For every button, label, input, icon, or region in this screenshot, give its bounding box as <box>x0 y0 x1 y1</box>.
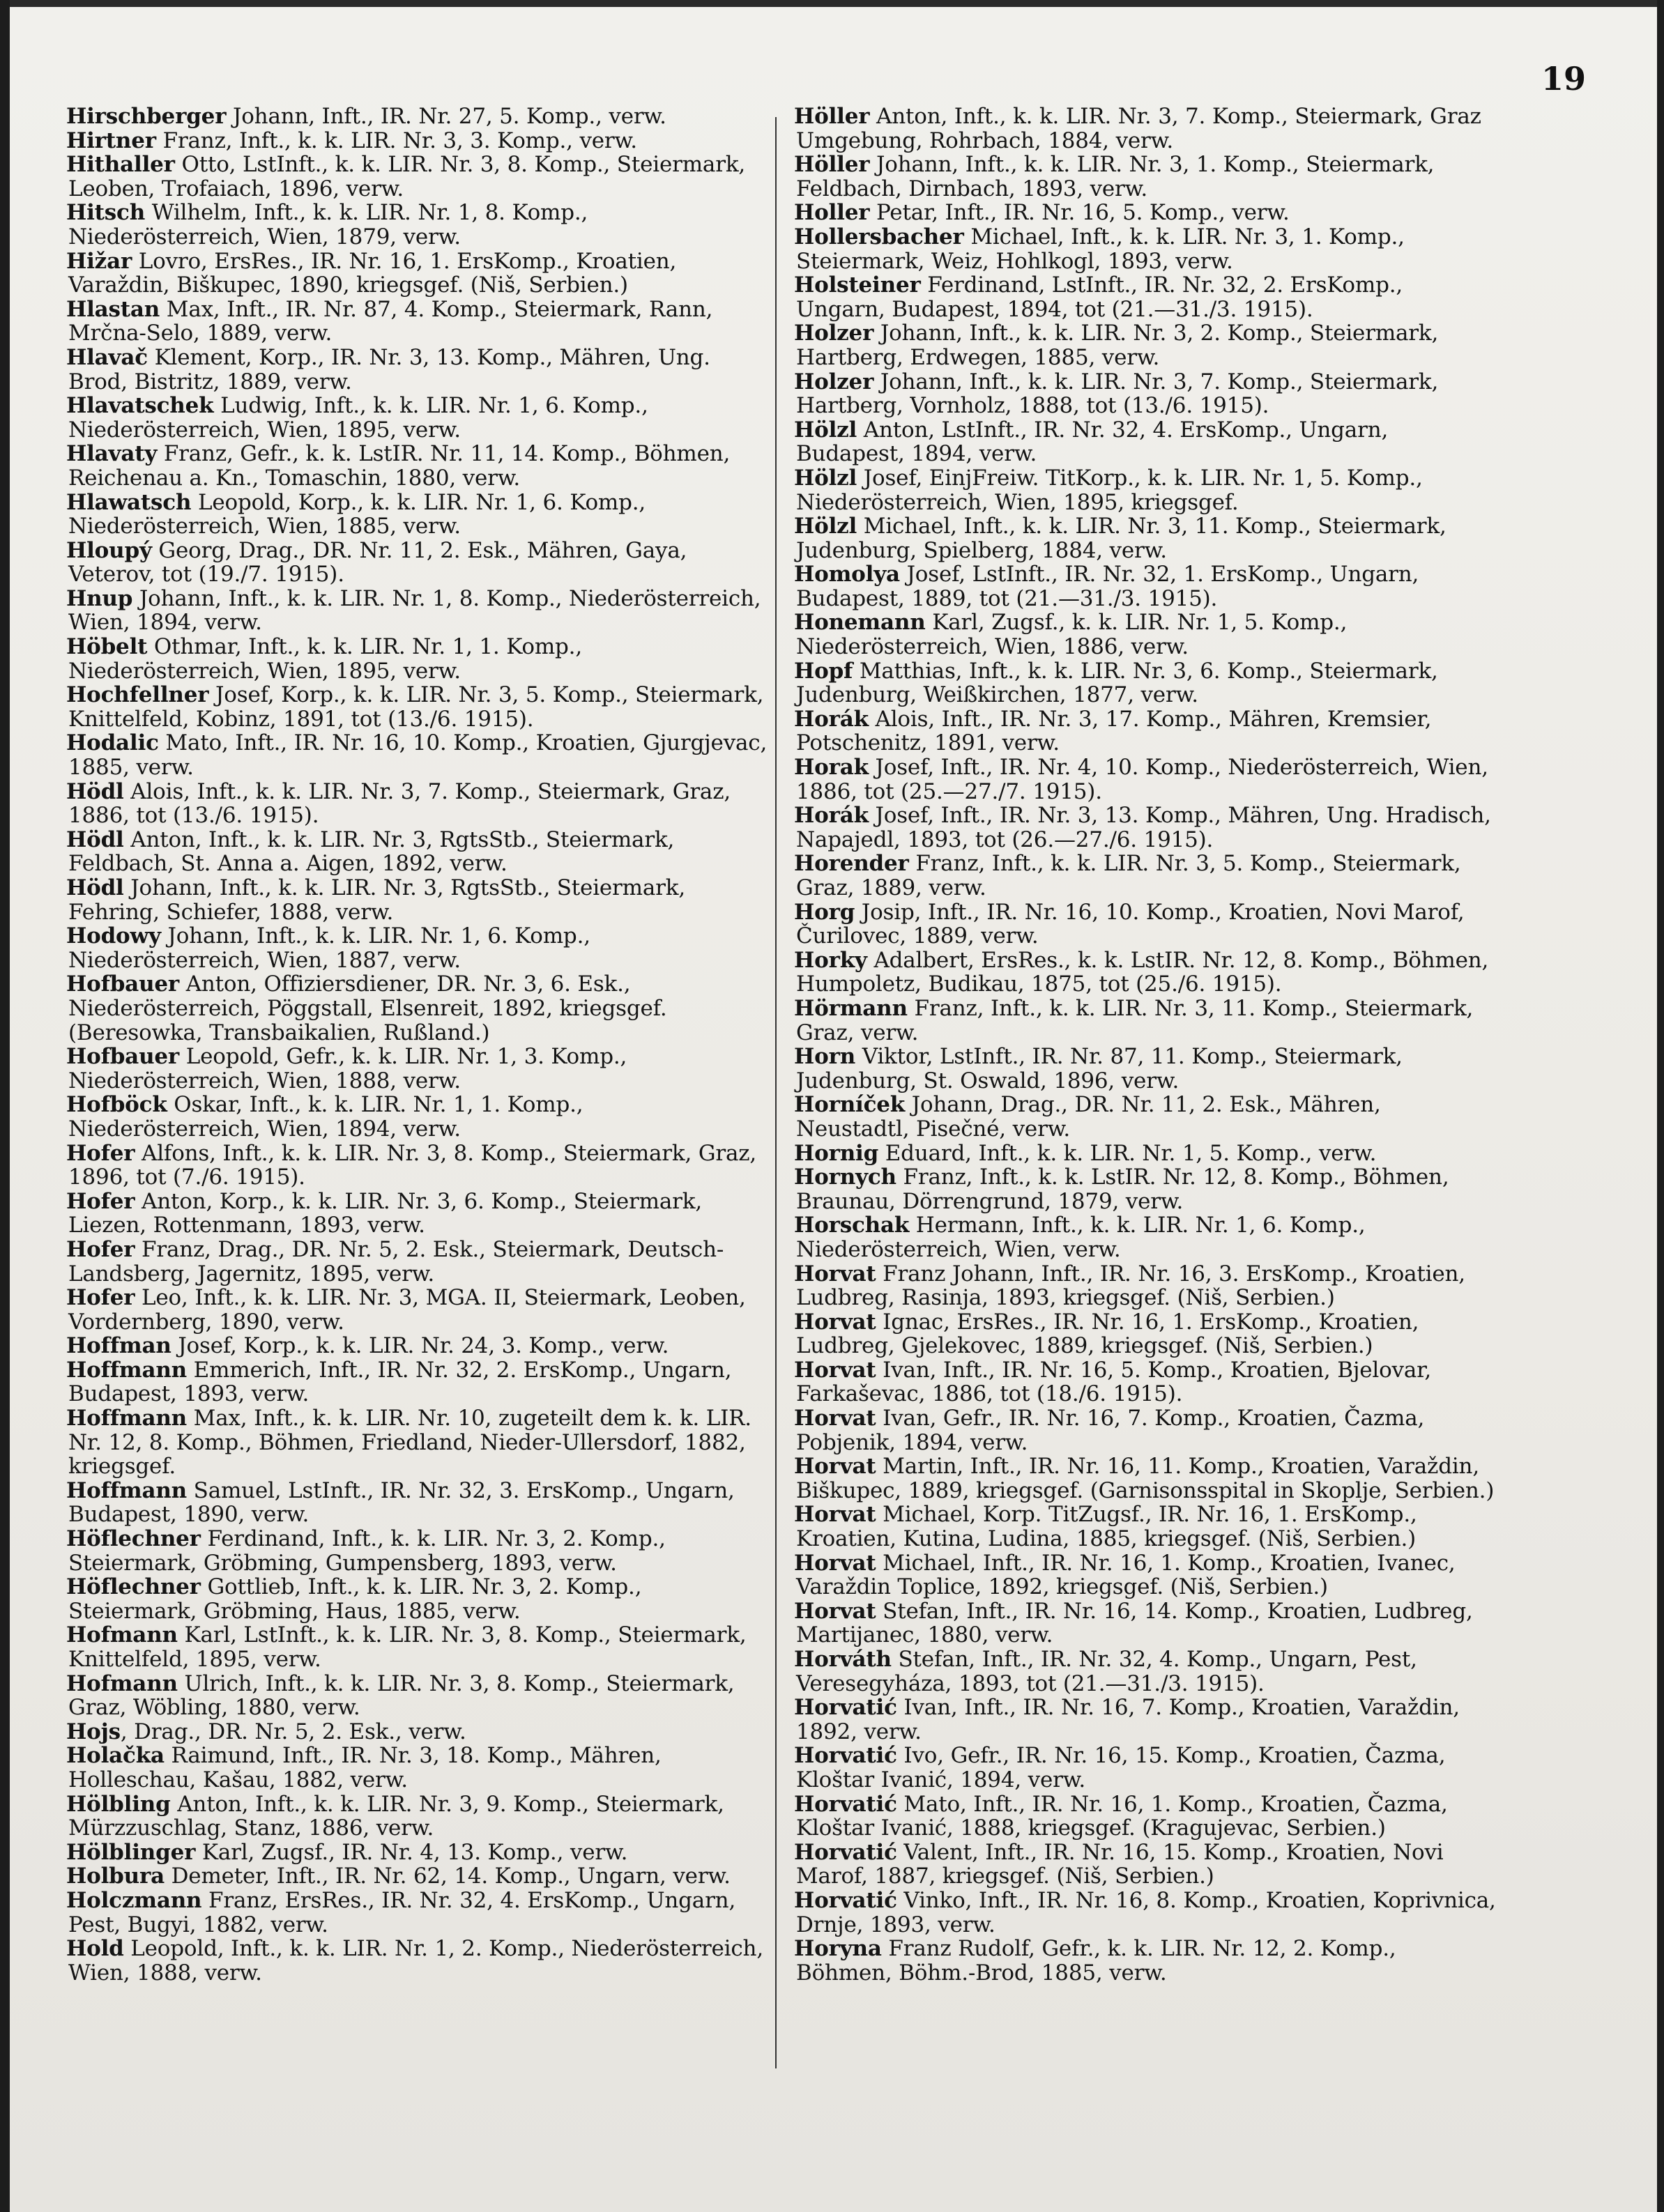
entry-details: Ignac, ErsRes., IR. Nr. 16, 1. ErsKomp., Kroatien, Ludbreg, Gjelekovec, 1889, kriegsgef. (Niš, Serbien.) <box>796 1309 1419 1359</box>
entry-details: Anton, Inft., k. k. LIR. Nr. 3, RgtsStb., Steiermark, Feldbach, St. Anna a. Aigen, 1892, verw. <box>68 827 675 877</box>
entry-surname: Hollersbacher <box>794 224 964 249</box>
entry-details: Franz, Drag., DR. Nr. 5, 2. Esk., Steiermark, Deutsch-Landsberg, Jagernitz, 1895, verw. <box>68 1236 724 1287</box>
entry-surname: Hloupý <box>66 537 152 563</box>
register-entry <box>68 828 769 876</box>
entry-details: Franz Johann, Inft., IR. Nr. 16, 3. ErsKomp., Kroatien, Ludbreg, Rasinja, 1893, kriegsgef. (Niš, Serbien.) <box>796 1261 1465 1311</box>
register-entry <box>68 105 769 129</box>
page-number: 19 <box>1541 60 1586 98</box>
entry-details: Stefan, Inft., IR. Nr. 32, 4. Komp., Ungarn, Pest, Veresegyháza, 1893, tot (21.—31./3. 1915). <box>796 1647 1417 1696</box>
register-entry <box>796 707 1497 755</box>
entry-surname: Holczmann <box>66 1887 202 1913</box>
register-entry <box>796 997 1497 1045</box>
entry-surname: Hopf <box>794 658 853 684</box>
register-entry <box>796 610 1497 659</box>
register-entry <box>68 129 769 153</box>
entry-surname: Hochfellner <box>66 682 209 708</box>
register-entry <box>68 539 769 587</box>
entry-details: Alois, Inft., k. k. LIR. Nr. 3, 7. Komp., Steiermark, Graz, 1886, tot (13./6. 1915). <box>68 778 731 829</box>
register-entry <box>796 659 1497 707</box>
entry-surname: Horák <box>794 706 869 732</box>
entry-surname: Hofer <box>66 1285 135 1311</box>
entry-details: Raimund, Inft., IR. Nr. 3, 18. Komp., Mähren, Holleschau, Kašau, 1882, verw. <box>68 1743 662 1792</box>
entry-surname: Hlawatsch <box>66 489 192 515</box>
entry-surname: Höller <box>794 104 870 129</box>
entry-surname: Horak <box>794 755 869 781</box>
entry-details: Josef, EinjFreiw. TitKorp., k. k. LIR. Nr. 1, 5. Komp., Niederösterreich, Wien, 1895, kriegsgef. <box>796 465 1423 515</box>
column-divider <box>775 117 777 2068</box>
register-entry <box>68 587 769 635</box>
entry-surname: Hoffman <box>66 1333 171 1359</box>
entry-surname: Horvat <box>794 1406 876 1431</box>
entry-details: Anton, LstInft., IR. Nr. 32, 4. ErsKomp., Ungarn, Budapest, 1894, verw. <box>796 417 1389 467</box>
entry-surname: Hölzl <box>794 465 857 491</box>
entry-details: Alfons, Inft., k. k. LIR. Nr. 3, 8. Komp., Steiermark, Graz, 1896, tot (7./6. 1915). <box>68 1140 757 1190</box>
entry-surname: Holzer <box>794 321 874 346</box>
register-entry <box>796 1889 1497 1937</box>
entry-details: Johann, Inft., IR. Nr. 27, 5. Komp., verw. <box>226 104 666 129</box>
entry-details: Karl, LstInft., k. k. LIR. Nr. 3, 8. Komp., Steiermark, Knittelfeld, 1895, verw. <box>68 1622 747 1672</box>
register-entry <box>68 972 769 1045</box>
entry-details: Franz, Inft., k. k. LIR. Nr. 3, 11. Komp., Steiermark, Graz, verw. <box>796 995 1474 1045</box>
entry-surname: Holler <box>794 200 870 226</box>
register-entry <box>68 1623 769 1671</box>
entry-surname: Horníček <box>794 1092 906 1118</box>
entry-surname: Hofmann <box>66 1622 178 1648</box>
entry-surname: Horváth <box>794 1647 892 1672</box>
entry-details: Alois, Inft., IR. Nr. 3, 17. Komp., Mähren, Kremsier, Potschenitz, 1891, verw. <box>796 706 1432 756</box>
entry-surname: Hnup <box>66 585 133 611</box>
register-entry <box>68 1190 769 1238</box>
left-column <box>68 105 769 1985</box>
entry-surname: Hoffmann <box>66 1357 188 1383</box>
entry-details: Michael, Inft., IR. Nr. 16, 1. Komp., Kroatien, Ivanec, Varaždin Toplice, 1892, kriegsgef. (Niš, Serbien.) <box>796 1550 1456 1600</box>
entry-surname: Hofbauer <box>66 971 180 997</box>
register-entry <box>796 1551 1497 1599</box>
entry-details: Oskar, Inft., k. k. LIR. Nr. 1, 1. Komp., Niederösterreich, Wien, 1894, verw. <box>68 1092 583 1142</box>
register-entry <box>796 562 1497 610</box>
entry-surname: Homolya <box>794 562 900 587</box>
register-entry <box>68 153 769 201</box>
register-entry <box>68 442 769 490</box>
entry-details: Josip, Inft., IR. Nr. 16, 10. Komp., Kroatien, Novi Marof, Čurilovec, 1889, verw. <box>796 899 1465 949</box>
entry-details: Johann, Inft., k. k. LIR. Nr. 3, 1. Komp., Steiermark, Feldbach, Dirnbach, 1893, verw. <box>796 152 1435 201</box>
register-entry <box>796 153 1497 201</box>
entry-details: Viktor, LstInft., IR. Nr. 87, 11. Komp., Steiermark, Judenburg, St. Oswald, 1896, verw. <box>796 1044 1403 1093</box>
entry-details: Klement, Korp., IR. Nr. 3, 13. Komp., Mähren, Ung. Brod, Bistritz, 1889, verw. <box>68 344 710 394</box>
register-entry <box>796 1358 1497 1406</box>
entry-surname: Höflechner <box>66 1574 201 1600</box>
entry-surname: Horschak <box>794 1213 910 1238</box>
entry-surname: Horn <box>794 1044 856 1070</box>
entry-surname: Hlastan <box>66 296 160 322</box>
register-entry <box>796 1937 1497 1985</box>
entry-surname: Hofmann <box>66 1670 178 1696</box>
entry-surname: Horender <box>794 851 909 877</box>
register-entry <box>796 948 1497 997</box>
entry-surname: Hithaller <box>66 152 175 178</box>
entry-details: Ferdinand, Inft., k. k. LIR. Nr. 3, 2. Komp., Steiermark, Gröbming, Gumpensberg, 1893, verw. <box>68 1526 666 1576</box>
register-entry <box>796 1792 1497 1841</box>
register-entry <box>68 1334 769 1358</box>
entry-details: Ivan, Inft., IR. Nr. 16, 5. Komp., Kroatien, Bjelovar, Farkaševac, 1886, tot (18./6. 1915). <box>796 1357 1432 1407</box>
register-entry <box>796 105 1497 153</box>
entry-surname: Honemann <box>794 610 926 636</box>
entry-surname: Hirschberger <box>66 104 227 129</box>
entry-details: Josef, Inft., IR. Nr. 3, 13. Komp., Mähren, Ung. Hradisch, Napajedl, 1893, tot (26.—27./6. 1915). <box>796 803 1491 852</box>
entry-surname: Horvat <box>794 1550 876 1576</box>
register-entry <box>68 201 769 249</box>
register-entry <box>796 1648 1497 1696</box>
entry-details: Josef, Inft., IR. Nr. 4, 10. Komp., Niederösterreich, Wien, 1886, tot (25.—27./7. 1915). <box>796 755 1488 804</box>
entry-details: Samuel, LstInft., IR. Nr. 32, 3. ErsKomp., Ungarn, Budapest, 1890, verw. <box>68 1477 735 1528</box>
entry-surname: Höbelt <box>66 634 148 660</box>
entry-details: Franz, Inft., k. k. LstIR. Nr. 12, 8. Komp., Böhmen, Braunau, Dörrengrund, 1879, verw. <box>796 1165 1449 1214</box>
register-entry <box>796 370 1497 418</box>
entry-details: Karl, Zugsf., k. k. LIR. Nr. 1, 5. Komp., Niederösterreich, Wien, 1886, verw. <box>796 610 1348 660</box>
register-entry <box>68 491 769 539</box>
entry-surname: Hornych <box>794 1165 896 1190</box>
entry-details: Ivo, Gefr., IR. Nr. 16, 15. Komp., Kroatien, Čazma, Kloštar Ivanić, 1894, verw. <box>796 1743 1446 1792</box>
entry-surname: Hižar <box>66 248 132 274</box>
entry-details: Gottlieb, Inft., k. k. LIR. Nr. 3, 2. Komp., Steiermark, Gröbming, Haus, 1885, verw. <box>68 1574 642 1624</box>
entry-details: Eduard, Inft., k. k. LIR. Nr. 1, 5. Komp., verw. <box>878 1140 1377 1166</box>
register-entry <box>796 418 1497 466</box>
register-entry <box>68 249 769 298</box>
register-entry <box>796 225 1497 273</box>
register-entry <box>68 1841 769 1865</box>
entry-details: Franz, ErsRes., IR. Nr. 32, 4. ErsKomp., Ungarn, Pest, Bugyi, 1882, verw. <box>68 1887 736 1937</box>
entry-details: Franz, Inft., k. k. LIR. Nr. 3, 3. Komp., verw. <box>155 128 637 153</box>
entry-details: Anton, Offiziersdiener, DR. Nr. 3, 6. Esk., Niederösterreich, Pöggstall, Elsenreit, 1892, kriegsgef. (Beresowka, Transbaikalien, Rußland.) <box>68 971 667 1045</box>
entry-surname: Hirtner <box>66 128 156 153</box>
register-entry <box>796 1262 1497 1310</box>
register-entry <box>796 755 1497 804</box>
register-entry <box>68 298 769 346</box>
register-entry <box>796 1213 1497 1261</box>
entry-details: Karl, Zugsf., IR. Nr. 4, 13. Komp., verw. <box>195 1839 628 1865</box>
entry-details: Lovro, ErsRes., IR. Nr. 16, 1. ErsKomp., Kroatien, Varaždin, Biškupec, 1890, kriegsgef. (Niš, Serbien.) <box>68 248 677 298</box>
entry-surname: Hitsch <box>66 200 146 226</box>
entry-details: Leo, Inft., k. k. LIR. Nr. 3, MGA. II, Steiermark, Leoben, Vordernberg, 1890, verw. <box>68 1285 746 1335</box>
entry-surname: Holačka <box>66 1743 165 1769</box>
register-entry <box>68 731 769 779</box>
entry-surname: Hodalic <box>66 730 159 756</box>
entry-details: Martin, Inft., IR. Nr. 16, 11. Komp., Kroatien, Varaždin, Biškupec, 1889, kriegsgef. (Garnisonsspital in Skoplje, Serbien.) <box>796 1454 1495 1503</box>
register-entry <box>796 1093 1497 1141</box>
register-entry <box>68 1527 769 1575</box>
register-entry <box>796 1744 1497 1792</box>
entry-details: Mato, Inft., IR. Nr. 16, 1. Komp., Kroatien, Čazma, Kloštar Ivanić, 1888, kriegsgef. (Kragujevac, Serbien.) <box>796 1791 1448 1841</box>
entry-details: Valent, Inft., IR. Nr. 16, 15. Komp., Kroatien, Novi Marof, 1887, kriegsgef. (Niš, Serbien.) <box>796 1839 1444 1889</box>
register-entry <box>796 804 1497 852</box>
entry-surname: Hödl <box>66 875 124 900</box>
entry-surname: Horvat <box>794 1309 876 1335</box>
register-entry <box>68 1142 769 1190</box>
register-entry <box>68 1937 769 1985</box>
register-entry <box>796 1599 1497 1648</box>
entry-surname: Höller <box>794 152 870 178</box>
entry-details: Adalbert, ErsRes., k. k. LstIR. Nr. 12, 8. Komp., Böhmen, Humpoletz, Budikau, 1875, tot (25./6. 1915). <box>796 947 1489 997</box>
entry-surname: Horvat <box>794 1357 876 1383</box>
register-entry <box>68 1672 769 1720</box>
entry-surname: Holzer <box>794 369 874 394</box>
entry-details: Stefan, Inft., IR. Nr. 16, 14. Komp., Kroatien, Ludbreg, Martijanec, 1880, verw. <box>796 1598 1473 1648</box>
entry-surname: Hölblinger <box>66 1839 196 1865</box>
register-entry <box>68 635 769 683</box>
entry-surname: Horvatić <box>794 1695 897 1721</box>
register-entry <box>68 924 769 972</box>
entry-surname: Hörmann <box>794 995 908 1021</box>
register-entry <box>796 1310 1497 1358</box>
entry-surname: Horvatić <box>794 1839 897 1865</box>
register-entry <box>68 1889 769 1937</box>
entry-details: Josef, LstInft., IR. Nr. 32, 1. ErsKomp., Ungarn, Budapest, 1889, tot (21.—31./3. 1915). <box>796 562 1419 611</box>
register-entry <box>68 1406 769 1479</box>
register-entry <box>796 201 1497 225</box>
entry-details: Ludwig, Inft., k. k. LIR. Nr. 1, 6. Komp., Niederösterreich, Wien, 1895, verw. <box>68 393 648 443</box>
entry-surname: Hödl <box>66 827 124 852</box>
entry-details: Hermann, Inft., k. k. LIR. Nr. 1, 6. Komp., Niederösterreich, Wien, verw. <box>796 1213 1366 1262</box>
register-entry <box>796 321 1497 369</box>
entry-details: Max, Inft., IR. Nr. 87, 4. Komp., Steiermark, Rann, Mrčna-Selo, 1889, verw. <box>68 296 713 346</box>
register-entry <box>68 1358 769 1406</box>
entry-details: Demeter, Inft., IR. Nr. 62, 14. Komp., Ungarn, verw. <box>164 1864 731 1889</box>
entry-details: Matthias, Inft., k. k. LIR. Nr. 3, 6. Komp., Steiermark, Judenburg, Weißkirchen, 1877, verw. <box>796 658 1438 708</box>
entry-details: Johann, Inft., k. k. LIR. Nr. 3, 7. Komp., Steiermark, Hartberg, Vornholz, 1888, tot (13./6. 1915). <box>796 369 1439 419</box>
entry-surname: Hlavatschek <box>66 393 214 419</box>
entry-details: Anton, Korp., k. k. LIR. Nr. 3, 6. Komp., Steiermark, Liezen, Rottenmann, 1893, verw. <box>68 1188 702 1238</box>
entry-details: Max, Inft., k. k. LIR. Nr. 10, zugeteilt dem k. k. LIR. Nr. 12, 8. Komp., Böhmen, Friedland, Nieder-Ullersdorf, 1882, kriegsgef. <box>68 1406 751 1480</box>
register-entry <box>796 466 1497 514</box>
register-entry <box>796 1045 1497 1093</box>
entry-surname: Hornig <box>794 1140 879 1166</box>
entry-details: Ivan, Inft., IR. Nr. 16, 7. Komp., Kroatien, Varaždin, 1892, verw. <box>796 1695 1460 1744</box>
entry-details: Anton, Inft., k. k. LIR. Nr. 3, 7. Komp., Steiermark, Graz Umgebung, Rohrbach, 1884, verw. <box>796 104 1481 153</box>
entry-details: , Drag., DR. Nr. 5, 2. Esk., verw. <box>120 1719 466 1744</box>
entry-surname: Hlavač <box>66 344 148 370</box>
entry-surname: Hold <box>66 1936 124 1962</box>
register-entry <box>796 1165 1497 1213</box>
register-entry <box>796 273 1497 321</box>
register-entry <box>796 852 1497 900</box>
entry-surname: Hoffmann <box>66 1406 188 1431</box>
register-entry <box>796 900 1497 948</box>
entry-details: Michael, Korp. TitZugsf., IR. Nr. 16, 1. ErsKomp., Kroatien, Kutina, Ludina, 1885, kriegsgef. (Niš, Serbien.) <box>796 1502 1417 1552</box>
register-entry <box>68 1045 769 1093</box>
entry-details: Johann, Inft., k. k. LIR. Nr. 3, RgtsStb., Steiermark, Fehring, Schiefer, 1888, verw. <box>68 875 686 925</box>
register-entry <box>796 1696 1497 1744</box>
entry-details: Franz Rudolf, Gefr., k. k. LIR. Nr. 12, 2. Komp., Böhmen, Böhm.-Brod, 1885, verw. <box>796 1936 1396 1986</box>
entry-details: Josef, Korp., k. k. LIR. Nr. 24, 3. Komp., verw. <box>171 1333 669 1359</box>
entry-details: Emmerich, Inft., IR. Nr. 32, 2. ErsKomp., Ungarn, Budapest, 1893, verw. <box>68 1357 732 1407</box>
entry-surname: Hofer <box>66 1140 135 1166</box>
register-entry <box>68 1238 769 1286</box>
register-entry <box>68 394 769 442</box>
entry-details: Johann, Inft., k. k. LIR. Nr. 1, 8. Komp., Niederösterreich, Wien, 1894, verw. <box>68 585 761 636</box>
register-entry <box>796 1503 1497 1551</box>
register-entry <box>796 1454 1497 1503</box>
entry-details: Franz, Inft., k. k. LIR. Nr. 3, 5. Komp., Steiermark, Graz, 1889, verw. <box>796 851 1461 900</box>
register-entry <box>68 1720 769 1744</box>
entry-details: Michael, Inft., k. k. LIR. Nr. 3, 1. Komp., Steiermark, Weiz, Hohlkogl, 1893, verw. <box>796 224 1405 274</box>
register-entry <box>68 876 769 924</box>
entry-surname: Holsteiner <box>794 272 921 298</box>
entry-surname: Horvatić <box>794 1887 897 1913</box>
scan-edge-left <box>0 0 10 2212</box>
entry-surname: Horg <box>794 899 855 925</box>
entry-details: Georg, Drag., DR. Nr. 11, 2. Esk., Mähren, Gaya, Veterov, tot (19./7. 1915). <box>68 537 687 587</box>
entry-surname: Horvatić <box>794 1743 897 1769</box>
entry-surname: Horvat <box>794 1502 876 1528</box>
entry-details: Ferdinand, LstInft., IR. Nr. 32, 2. ErsKomp., Ungarn, Budapest, 1894, tot (21.—31./3. 1915). <box>796 272 1403 322</box>
entry-surname: Höflechner <box>66 1526 201 1552</box>
entry-details: Johann, Inft., k. k. LIR. Nr. 3, 2. Komp., Steiermark, Hartberg, Erdwegen, 1885, verw. <box>796 321 1439 370</box>
entry-details: Franz, Gefr., k. k. LstIR. Nr. 11, 14. Komp., Böhmen, Reichenau a. Kn., Tomaschin, 1880, verw. <box>68 441 731 491</box>
register-entry <box>68 1479 769 1527</box>
entry-surname: Hofer <box>66 1236 135 1262</box>
register-entry <box>68 346 769 394</box>
register-entry <box>68 780 769 828</box>
entry-details: Anton, Inft., k. k. LIR. Nr. 3, 9. Komp., Steiermark, Mürzzuschlag, Stanz, 1886, verw. <box>68 1791 724 1841</box>
entry-surname: Hoffmann <box>66 1477 188 1503</box>
entry-surname: Hofböck <box>66 1092 167 1118</box>
entry-surname: Hölzl <box>794 417 857 443</box>
register-entry <box>68 1792 769 1841</box>
entry-details: Otto, LstInft., k. k. LIR. Nr. 3, 8. Komp., Steiermark, Leoben, Trofaiach, 1896, verw. <box>68 152 746 201</box>
entry-surname: Hofer <box>66 1188 135 1214</box>
scan-edge-top <box>0 0 1664 7</box>
entry-surname: Horky <box>794 947 867 973</box>
entry-details: Leopold, Gefr., k. k. LIR. Nr. 1, 3. Komp., Niederösterreich, Wien, 1888, verw. <box>68 1044 627 1093</box>
entry-surname: Horvat <box>794 1598 876 1624</box>
register-entry <box>68 1864 769 1889</box>
entry-details: Ivan, Gefr., IR. Nr. 16, 7. Komp., Kroatien, Čazma, Pobjenik, 1894, verw. <box>796 1406 1425 1455</box>
entry-details: Leopold, Korp., k. k. LIR. Nr. 1, 6. Komp., Niederösterreich, Wien, 1885, verw. <box>68 489 646 539</box>
entry-surname: Hofbauer <box>66 1044 180 1070</box>
entry-surname: Horvat <box>794 1454 876 1480</box>
register-entry <box>796 1841 1497 1889</box>
register-entry <box>796 514 1497 562</box>
entry-details: Johann, Drag., DR. Nr. 11, 2. Esk., Mähren, Neustadtl, Pisečné, verw. <box>796 1092 1381 1142</box>
entry-surname: Hölzl <box>794 514 857 539</box>
entry-surname: Hodowy <box>66 923 161 949</box>
entry-surname: Horyna <box>794 1936 882 1962</box>
register-entry <box>68 1093 769 1141</box>
entry-surname: Horvat <box>794 1261 876 1287</box>
register-entry <box>68 1744 769 1792</box>
entry-details: Mato, Inft., IR. Nr. 16, 10. Komp., Kroatien, Gjurgjevac, 1885, verw. <box>68 730 768 781</box>
entry-details: Othmar, Inft., k. k. LIR. Nr. 1, 1. Komp., Niederösterreich, Wien, 1895, verw. <box>68 634 582 684</box>
entry-surname: Hölbling <box>66 1791 171 1817</box>
entry-surname: Horák <box>794 803 869 829</box>
entry-details: Ulrich, Inft., k. k. LIR. Nr. 3, 8. Komp., Steiermark, Graz, Wöbling, 1880, verw. <box>68 1670 735 1721</box>
entry-details: Michael, Inft., k. k. LIR. Nr. 3, 11. Komp., Steiermark, Judenburg, Spielberg, 1884, verw. <box>796 514 1447 563</box>
entry-surname: Holbura <box>66 1864 165 1889</box>
entry-details: Wilhelm, Inft., k. k. LIR. Nr. 1, 8. Komp., Niederösterreich, Wien, 1879, verw. <box>68 200 588 249</box>
entry-surname: Hödl <box>66 778 124 804</box>
entry-details: Leopold, Inft., k. k. LIR. Nr. 1, 2. Komp., Niederösterreich, Wien, 1888, verw. <box>68 1936 763 1986</box>
right-column <box>796 105 1497 1985</box>
register-entry <box>68 1575 769 1623</box>
scan-edge-right <box>1657 0 1664 2212</box>
entry-surname: Hojs <box>66 1719 121 1744</box>
entry-surname: Horvatić <box>794 1791 897 1817</box>
entry-details: Petar, Inft., IR. Nr. 16, 5. Komp., verw. <box>869 200 1290 226</box>
entry-details: Vinko, Inft., IR. Nr. 16, 8. Komp., Kroatien, Koprivnica, Drnje, 1893, verw. <box>796 1887 1496 1937</box>
register-entry <box>68 683 769 731</box>
register-entry <box>68 1286 769 1334</box>
entry-details: Johann, Inft., k. k. LIR. Nr. 1, 6. Komp., Niederösterreich, Wien, 1887, verw. <box>68 923 590 973</box>
register-entry <box>796 1142 1497 1166</box>
register-entry <box>796 1406 1497 1454</box>
entry-surname: Hlavaty <box>66 441 158 467</box>
entry-details: Josef, Korp., k. k. LIR. Nr. 3, 5. Komp., Steiermark, Knittelfeld, Kobinz, 1891, tot (13./6. 1915). <box>68 682 764 732</box>
